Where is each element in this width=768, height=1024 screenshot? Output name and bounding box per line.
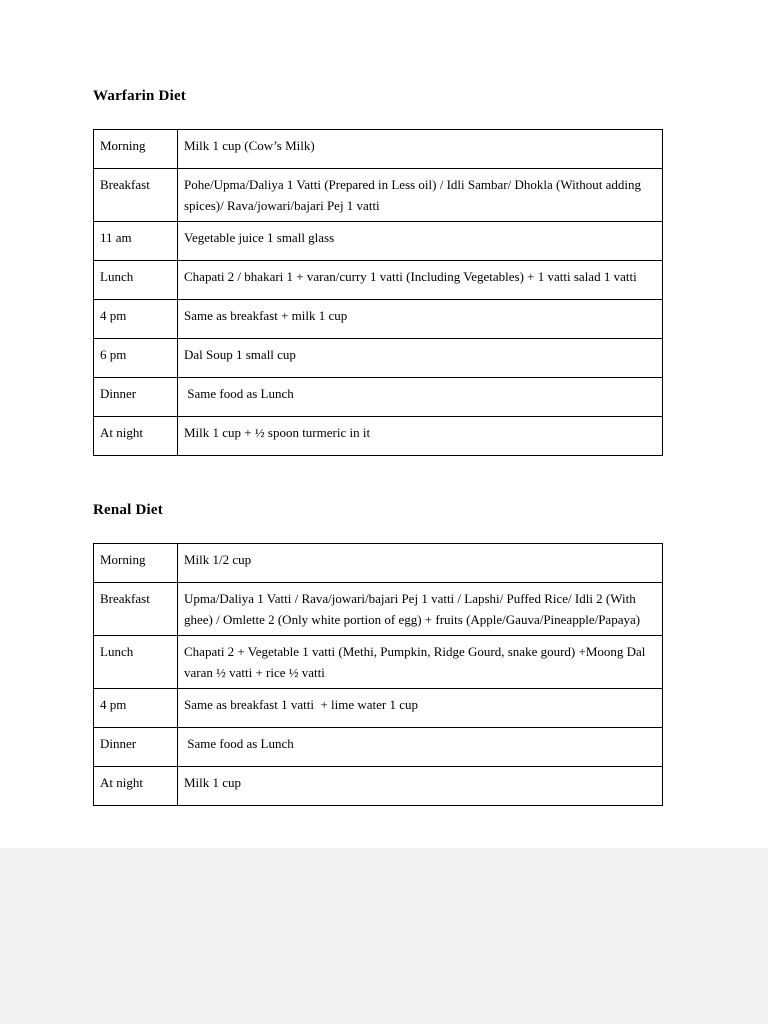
meal-time-cell: At night <box>94 767 178 806</box>
warfarin-diet-table <box>93 129 663 456</box>
meal-time-cell: Lunch <box>94 261 178 300</box>
meal-time-cell: At night <box>94 417 178 456</box>
renal-diet-table <box>93 543 663 806</box>
table-row <box>94 583 663 636</box>
warfarin-diet-title: Warfarin Diet <box>93 88 186 104</box>
meal-description-cell: Dal Soup 1 small cup <box>178 339 663 378</box>
meal-description-cell: Vegetable juice 1 small glass <box>178 222 663 261</box>
meal-description-cell: Same food as Lunch <box>178 378 663 417</box>
meal-time-cell: Morning <box>94 544 178 583</box>
meal-description-cell: Milk 1 cup + ½ spoon turmeric in it <box>178 417 663 456</box>
meal-time-cell: Dinner <box>94 728 178 767</box>
table-row <box>94 222 663 261</box>
meal-time-cell: 6 pm <box>94 339 178 378</box>
meal-time-cell: Breakfast <box>94 169 178 222</box>
table-row <box>94 300 663 339</box>
meal-time-cell: Morning <box>94 130 178 169</box>
table-row <box>94 261 663 300</box>
table-row <box>94 689 663 728</box>
table-row <box>94 767 663 806</box>
meal-description-cell: Same as breakfast + milk 1 cup <box>178 300 663 339</box>
meal-description-cell: Pohe/Upma/Daliya 1 Vatti (Prepared in Less oil) / Idli Sambar/ Dhokla (Without adding spices)/ Rava/jowari/bajari Pej 1 vatti <box>178 169 663 222</box>
table-row <box>94 169 663 222</box>
meal-description-cell: Milk 1 cup <box>178 767 663 806</box>
table-row <box>94 544 663 583</box>
meal-description-cell: Milk 1 cup (Cow’s Milk) <box>178 130 663 169</box>
meal-description-cell: Milk 1/2 cup <box>178 544 663 583</box>
table-row <box>94 728 663 767</box>
table-row <box>94 378 663 417</box>
meal-time-cell: 4 pm <box>94 300 178 339</box>
table-row <box>94 339 663 378</box>
meal-time-cell: Lunch <box>94 636 178 689</box>
meal-description-cell: Chapati 2 / bhakari 1 + varan/curry 1 vatti (Including Vegetables) + 1 vatti salad 1 vatti <box>178 261 663 300</box>
meal-time-cell: 4 pm <box>94 689 178 728</box>
meal-time-cell: Breakfast <box>94 583 178 636</box>
table-row <box>94 417 663 456</box>
meal-time-cell: Dinner <box>94 378 178 417</box>
table-row <box>94 130 663 169</box>
renal-diet-title: Renal Diet <box>93 502 163 519</box>
meal-description-cell: Chapati 2 + Vegetable 1 vatti (Methi, Pumpkin, Ridge Gourd, snake gourd) +Moong Dal varan ½ vatti + rice ½ vatti <box>178 636 663 689</box>
meal-description-cell: Upma/Daliya 1 Vatti / Rava/jowari/bajari Pej 1 vatti / Lapshi/ Puffed Rice/ Idli 2 (With ghee) / Omlette 2 (Only white portion of egg) + fruits (Apple/Gauva/Pineapple/Papaya) <box>178 583 663 636</box>
meal-description-cell: Same food as Lunch <box>178 728 663 767</box>
meal-description-cell: Same as breakfast 1 vatti + lime water 1 cup <box>178 689 663 728</box>
meal-time-cell: 11 am <box>94 222 178 261</box>
table-row <box>94 636 663 689</box>
